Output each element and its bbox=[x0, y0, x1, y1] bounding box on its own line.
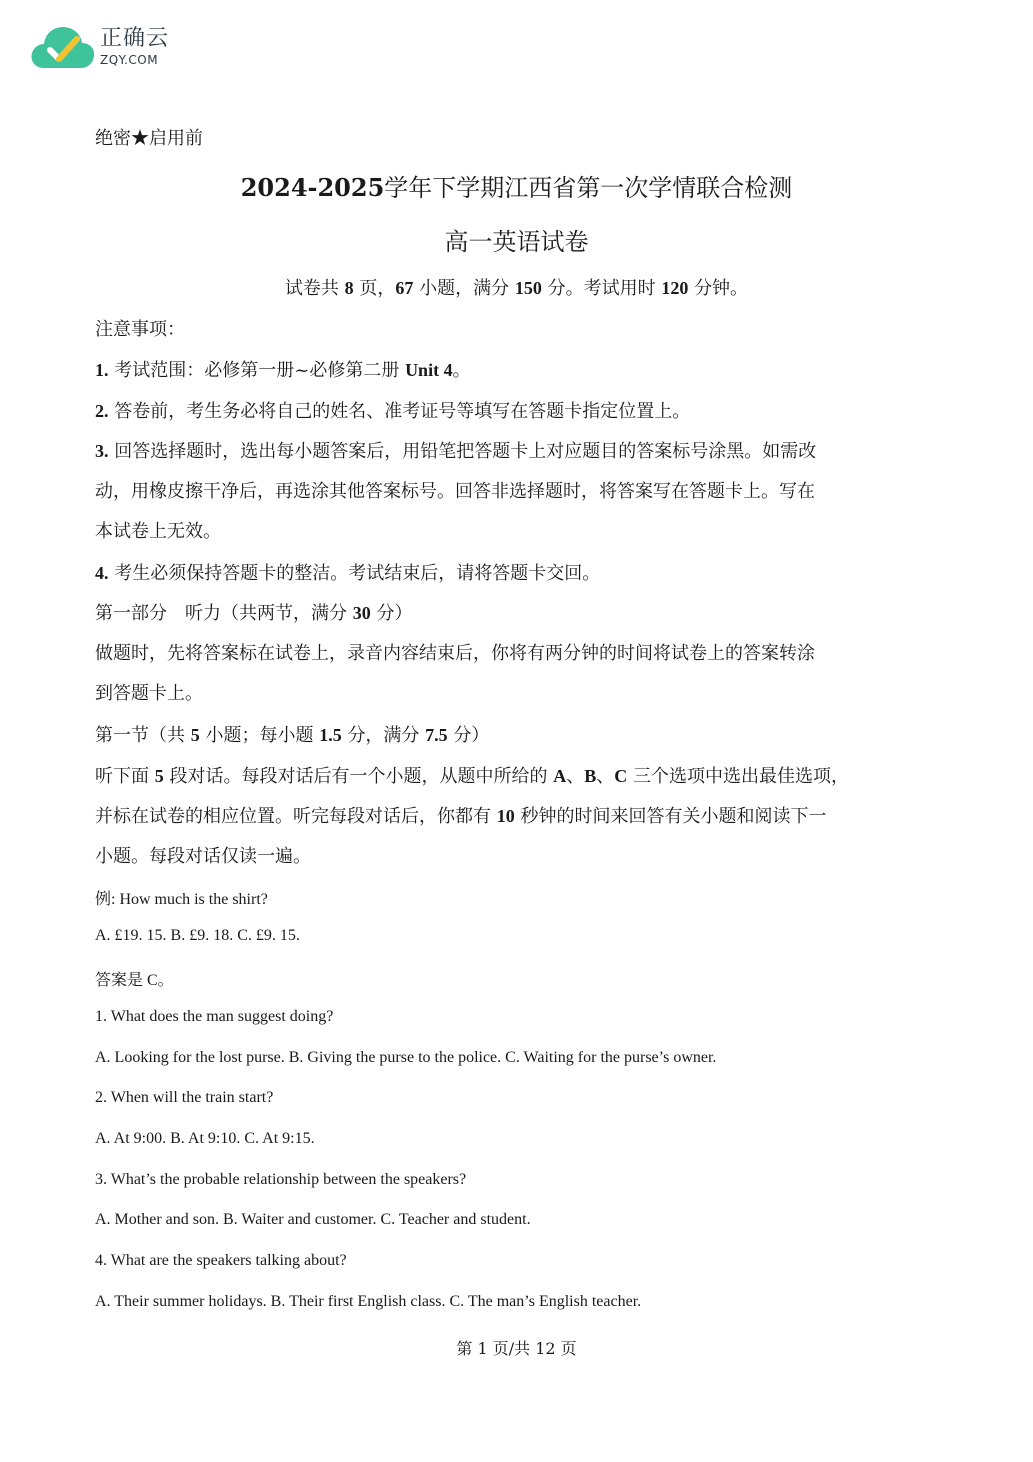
part1-score: 30 bbox=[352, 603, 371, 623]
separator: 、 bbox=[566, 766, 585, 787]
logo-cn-text: 正确云 bbox=[100, 26, 170, 51]
option-letter: C bbox=[614, 766, 628, 786]
exam-title-year: 2024-2025 bbox=[240, 173, 385, 202]
exam-title bbox=[0, 168, 1033, 203]
section1-count: 5 bbox=[190, 725, 200, 745]
section1-total: 7.5 bbox=[425, 725, 448, 745]
exam-title-rest: 学年下学期江西省第一次学情联合检测 bbox=[384, 174, 793, 202]
info-text: 分。考试用时 bbox=[547, 278, 656, 299]
page-footer: 第 1 页/共 12 页 bbox=[456, 1339, 577, 1358]
info-score: 150 bbox=[514, 278, 542, 298]
part1-heading-text: 分） bbox=[376, 603, 413, 624]
info-text: 分钟。 bbox=[694, 278, 749, 299]
option-letter: B bbox=[584, 766, 597, 786]
note-3-line-1 bbox=[95, 437, 816, 463]
option-letter: A bbox=[553, 766, 567, 786]
note-3-line-3: 本试卷上无效。 bbox=[95, 521, 221, 542]
section1-heading bbox=[95, 721, 489, 747]
section1-each: 1.5 bbox=[319, 725, 342, 745]
example-options: A. £19. 15. B. £9. 18. C. £9. 15. bbox=[95, 927, 300, 944]
question-1: 1. What does the man suggest doing? bbox=[95, 1008, 334, 1025]
note-4 bbox=[95, 559, 600, 585]
note-number: 1. bbox=[95, 360, 109, 380]
note-text: 答卷前，考生务必将自己的姓名、准考证号等填写在答题卡指定位置上。 bbox=[114, 401, 691, 422]
question-4: 4. What are the speakers talking about? bbox=[95, 1252, 347, 1269]
example-question: 例: How much is the shirt? bbox=[95, 891, 268, 908]
note-text: 考试范围：必修第一册~必修第二册 bbox=[114, 360, 400, 381]
directions-count: 5 bbox=[154, 766, 164, 786]
section1-text: 分，满分 bbox=[347, 725, 420, 746]
part1-intro-line-2: 到答题卡上。 bbox=[95, 683, 203, 704]
exam-info bbox=[0, 274, 1033, 300]
info-text: 试卷共 bbox=[284, 278, 339, 299]
notes-heading: 注意事项： bbox=[95, 319, 185, 340]
part1-heading bbox=[95, 599, 412, 625]
note-number: 3. bbox=[95, 441, 109, 461]
note-1 bbox=[95, 356, 471, 382]
part1-heading-text: 第一部分 听力（共两节，满分 bbox=[95, 603, 347, 624]
directions-text: 并标在试卷的相应位置。听完每段对话后，你都有 bbox=[95, 806, 491, 827]
note-text: 考生必须保持答题卡的整洁。考试结束后，请将答题卡交回。 bbox=[114, 563, 601, 584]
note-number: 4. bbox=[95, 563, 109, 583]
info-questions: 67 bbox=[395, 278, 414, 298]
question-4-options: A. Their summer holidays. B. Their first English class. C. The man’s English teacher. bbox=[95, 1293, 642, 1310]
directions-line-3: 小题。每段对话仅读一遍。 bbox=[95, 846, 311, 867]
section1-text: 第一节（共 bbox=[95, 725, 185, 746]
note-text: 。 bbox=[452, 360, 471, 381]
section1-text: 分） bbox=[453, 725, 490, 746]
section1-text: 小题；每小题 bbox=[205, 725, 314, 746]
note-2 bbox=[95, 397, 690, 423]
directions-text: 秒钟的时间来回答有关小题和阅读下一 bbox=[520, 806, 827, 827]
directions-line-1 bbox=[95, 762, 849, 788]
directions-text: 三个选项中选出最佳选项， bbox=[632, 766, 849, 787]
cloud-check-icon bbox=[30, 22, 96, 72]
part1-intro-line-1: 做题时，先将答案标在试卷上，录音内容结束后，你将有两分钟的时间将试卷上的答案转涂 bbox=[95, 643, 815, 664]
logo-en-text: ZQY.COM bbox=[100, 53, 159, 67]
note-unit: Unit 4 bbox=[405, 360, 453, 380]
info-pages: 8 bbox=[344, 278, 354, 298]
directions-line-2 bbox=[95, 802, 826, 828]
question-2: 2. When will the train start? bbox=[95, 1089, 274, 1106]
directions-seconds: 10 bbox=[496, 806, 515, 826]
info-minutes: 120 bbox=[661, 278, 689, 298]
question-1-options: A. Looking for the lost purse. B. Giving the purse to the police. C. Waiting for the purse’s owner. bbox=[95, 1049, 717, 1066]
brand-logo bbox=[30, 22, 169, 72]
exam-subtitle: 高一英语试卷 bbox=[444, 228, 589, 256]
note-text: 回答选择题时，选出每小题答案后，用铅笔把答题卡上对应题目的答案标号涂黑。如需改 bbox=[114, 441, 817, 462]
question-2-options: A. At 9:00. B. At 9:10. C. At 9:15. bbox=[95, 1130, 315, 1147]
question-3: 3. What’s the probable relationship between the speakers? bbox=[95, 1171, 467, 1188]
directions-text: 听下面 bbox=[95, 766, 149, 787]
separator: 、 bbox=[596, 766, 615, 787]
info-text: 小题，满分 bbox=[419, 278, 510, 299]
directions-text: 段对话。每段对话后有一个小题，从题中所给的 bbox=[169, 766, 548, 787]
note-3-line-2: 动，用橡皮擦干净后，再选涂其他答案标号。回答非选择题时，将答案写在答题卡上。写在 bbox=[95, 481, 815, 502]
confidential-mark: 绝密★启用前 bbox=[95, 128, 203, 149]
note-number: 2. bbox=[95, 401, 109, 421]
example-answer: 答案是 C。 bbox=[95, 972, 174, 989]
question-3-options: A. Mother and son. B. Waiter and customer. C. Teacher and student. bbox=[95, 1211, 531, 1228]
info-text: 页， bbox=[359, 278, 396, 299]
